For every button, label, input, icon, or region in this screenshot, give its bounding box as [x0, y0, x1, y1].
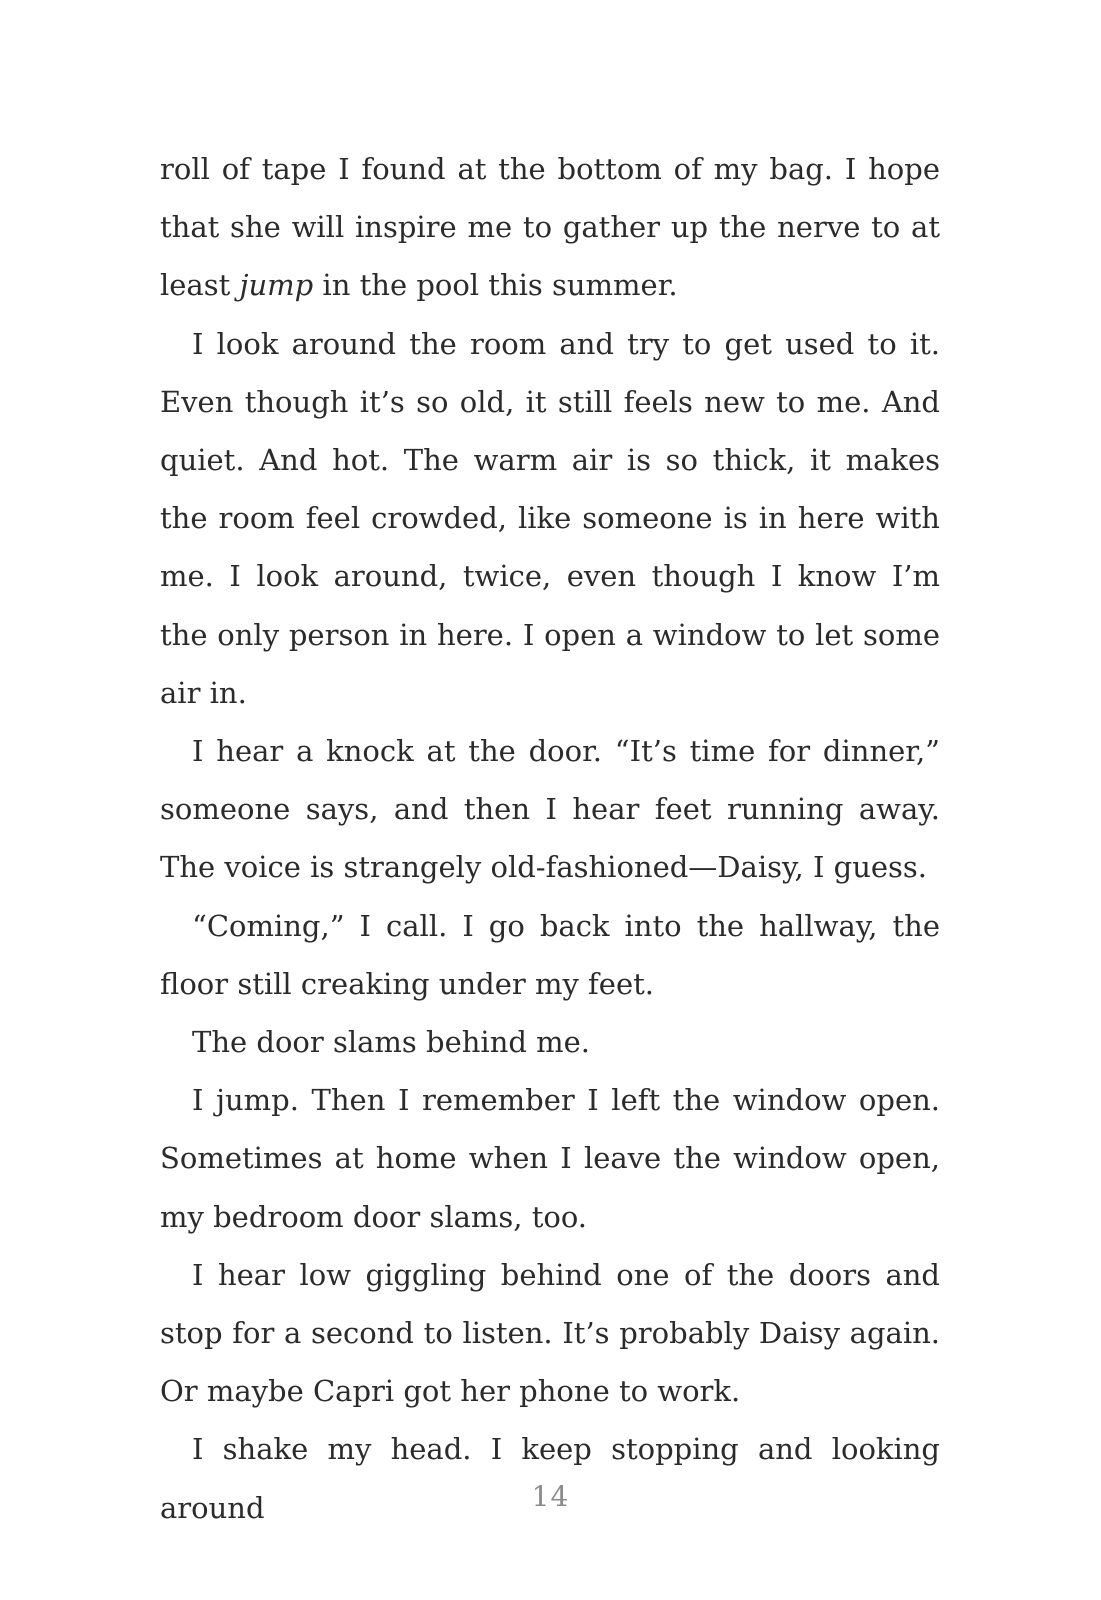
paragraph	[160, 1013, 940, 1071]
page-number: 14	[531, 1480, 570, 1513]
paragraph	[160, 140, 940, 315]
paragraph	[160, 1246, 940, 1421]
text-segment: roll of tape I found at the bottom of my bag. I hope that she will inspire me to gather up the nerve to at least	[160, 152, 940, 303]
paragraph	[160, 1420, 940, 1536]
text-segment: in the pool this summer.	[313, 268, 678, 303]
text-segment: I look around the room and try to get used to it. Even though it’s so old, it still feels new to me. And quiet. And hot. The warm air is so thick, it makes the room feel crowded, like someone is in here with me. I look around, twice, even though I know I’m the only person in here. I open a window to let some air in.	[160, 326, 940, 710]
text-segment: I hear low giggling behind one of the doors and stop for a second to listen. It’s probably Daisy again. Or maybe Capri got her phone to work.	[160, 1257, 940, 1409]
text-segment: I shake my head. I keep stopping and looking around	[160, 1432, 940, 1525]
text-segment: “Coming,” I call. I go back into the hallway, the floor still creaking under my feet.	[160, 908, 940, 1001]
paragraph	[160, 1071, 940, 1246]
paragraph	[160, 722, 940, 897]
text-segment: The door slams behind me.	[192, 1025, 591, 1060]
body-text	[160, 140, 940, 1537]
text-segment: I jump. Then I remember I left the window open. Sometimes at home when I leave the window open, my bedroom door slams, too.	[160, 1083, 940, 1234]
italic-text-segment: jump	[239, 268, 314, 303]
paragraph	[160, 315, 940, 722]
text-segment: I hear a knock at the door. “It’s time for dinner,” someone says, and then I hear feet running away. The voice is strangely old-fashioned—Daisy, I guess.	[160, 734, 940, 885]
paragraph	[160, 897, 940, 1013]
